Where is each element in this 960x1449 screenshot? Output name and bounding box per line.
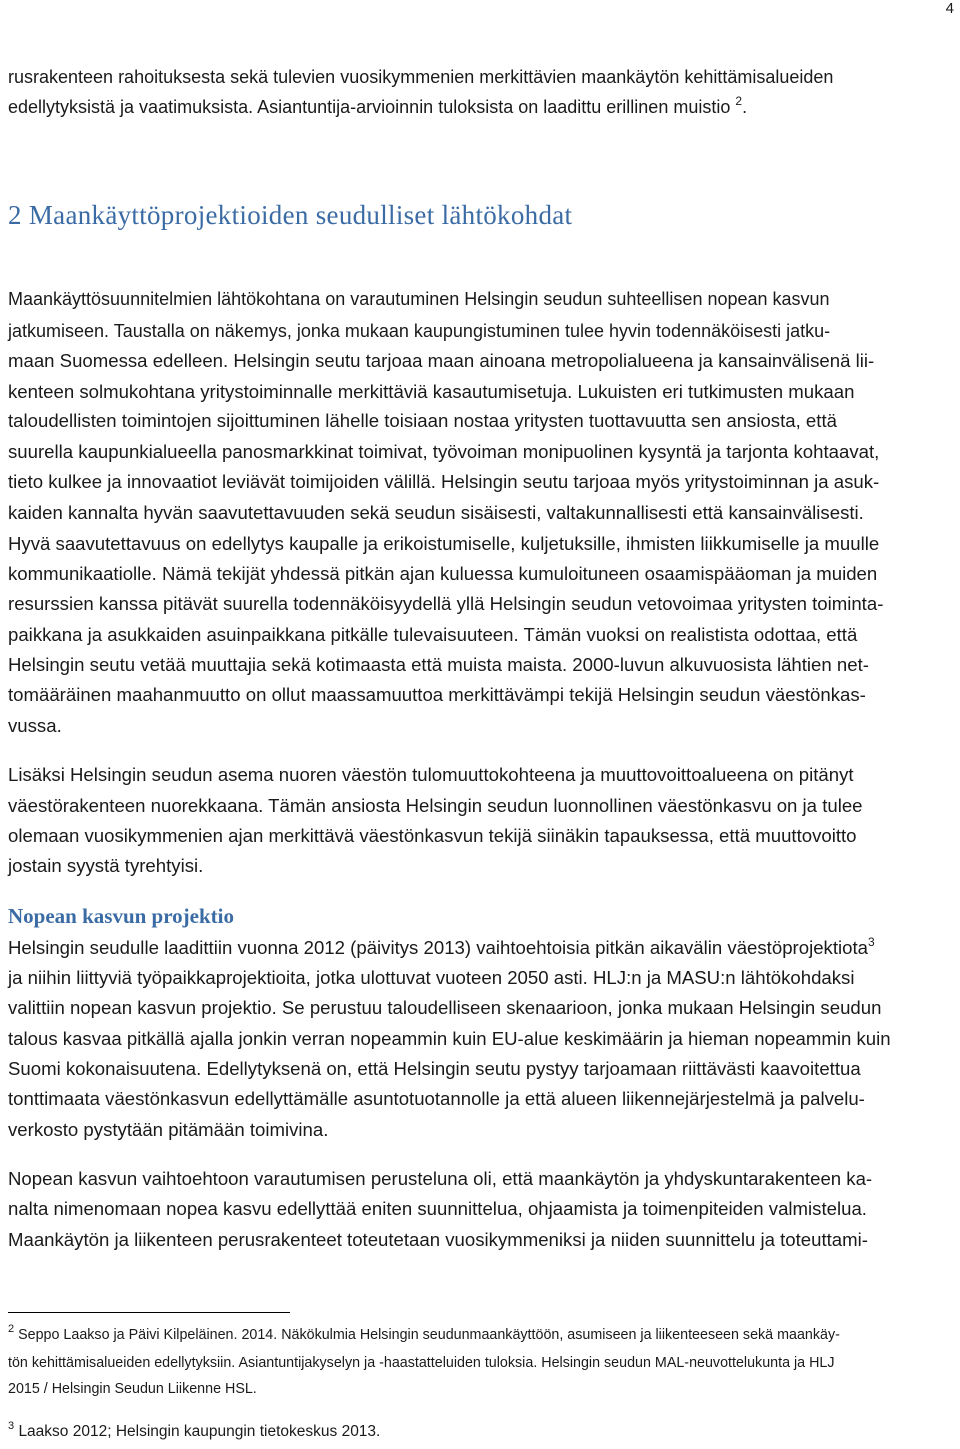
body-text-line: Suomi kokonaisuutena. Edellytyksenä on, että Helsingin seutu pystyy tarjoamaan riittävästi kaavoitettua [8,1058,861,1079]
body-text-line: Maankäyttösuunnitelmien lähtökohtana on varautuminen Helsingin seudun suhteellisen nopean kasvun [8,289,830,309]
body-text-line: Maankäytön ja liikenteen perusrakenteet toteutetaan vuosikymmeniksi ja niiden suunnittelu ja toteuttami- [8,1229,868,1250]
body-text-line: paikkana ja asukkaiden asuinpaikkana pitkälle tulevaisuuteen. Tämän vuoksi on realistista odottaa, että [8,624,858,645]
body-text-line: valittiin nopean kasvun projektio. Se perustuu taloudelliseen skenaarioon, jonka mukaan Helsingin seudun [8,997,882,1018]
footnote-number: 3 [8,1420,15,1432]
body-text-line: väestörakenteen nuorekkaana. Tämän ansiosta Helsingin seudun luonnollinen väestönkasvu on ja tulee [8,795,863,816]
body-text-line: talous kasvaa pitkällä ajalla jonkin verran nopeammin kuin EU-alue keskimäärin ja hieman nopeammin kuin [8,1028,891,1049]
body-text-line: verkosto pystytään pitämään toimivina. [8,1119,329,1140]
body-text-line: Helsingin seutu vetää muuttajia sekä kotimaasta että muista maista. 2000-luvun alkuvuosista lähtien net- [8,654,869,675]
footnote-line: $^3$ Laakso 2012; Helsingin kaupungin tietokeskus 2013. [8,1420,381,1440]
body-text-line: kenteen solmukohtana yritystoiminnalle merkittäviä kasautumisetuja. Lukuisten eri tutkimusten mukaan [8,381,855,402]
body-text-line: maan Suomessa edelleen. Helsingin seutu tarjoaa maan ainoana metropolialueena ja kansainvälisenä lii- [8,350,875,371]
body-text-line: nalta nimenomaan nopea kasvu edellyttää eniten suunnittelua, ohjaamista ja toimenpiteiden valmistelua. [8,1198,867,1219]
body-text-line: Nopean kasvun vaihtoehtoon varautumisen perusteluna oli, että maankäytön ja yhdyskuntarakenteen ka- [8,1168,873,1189]
page-number: 4 [945,0,954,17]
body-text-line: tieto kulkee ja innovaatiot leviävät toimijoiden välillä. Helsingin seutu tarjoaa myös yritystoiminnan ja asuk- [8,471,880,492]
body-text-line: suurella kaupunkialueella panosmarkkinat toimivat, työvoiman monipuolinen kysyntä ja tarjonta kohtaavat, [8,441,880,462]
body-text-line: kaiden kannalta hyvän saavutettavuuden sekä seudun sisäisesti, valtakunnallisesti että kansainvälisesti. [8,502,864,523]
body-text-line: kommunikaatiolle. Nämä tekijät yhdessä pitkän ajan kuluessa kumuloituneen osaamispääoman ja muiden [8,563,878,584]
footnote-line: $^2$ Seppo Laakso ja Päivi Kilpeläinen. 2014. Näkökulmia Helsingin seudunmaankäyttöön, asumiseen ja liikenteeseen sekä maankäy- [8,1323,840,1343]
section-heading: 2 Maankäyttöprojektioiden seudulliset lähtökohdat [8,200,573,230]
body-text-line: vussa. [8,715,62,736]
body-text-line: jatkumiseen. Taustalla on näkemys, jonka mukaan kaupungistuminen tulee hyvin todennäköisesti jatku- [8,321,831,341]
footnote-number: 2 [8,1323,15,1335]
body-text-line: rusrakenteen rahoituksesta sekä tulevien vuosikymmenien merkittävien maankäytön kehittämisalueiden [8,67,834,87]
body-text-line: edellytyksistä ja vaatimuksista. Asiantuntija-arvioinnin tuloksista on laadittu erillinen muistio $^2$. [8,94,748,117]
body-text-line: ja niihin liittyviä työpaikkaprojektioita, jotka ulottuvat vuoteen 2050 asti. HLJ:n ja MASU:n lähtökohdaksi [8,967,855,988]
footnote-line: tön kehittämisalueiden edellytyksiin. Asiantuntijakyselyn ja -haastatteluiden tuloksia. Helsingin seudun MAL-neuvottelukunta ja HLJ [8,1355,835,1371]
body-text-line: olemaan vuosikymmenien ajan merkittävä väestönkasvun tekijä siinäkin tapauksessa, että muuttovoitto [8,825,857,846]
body-text-line: resurssien kanssa pitävät suurella todennäköisyydellä yllä Helsingin seudun vetovoimaa yritysten toiminta- [8,593,884,614]
body-text-line: tomääräinen maahanmuutto on ollut maassamuuttoa merkittävämpi tekijä Helsingin seudun väestönkas- [8,684,866,705]
body-text-line: Lisäksi Helsingin seudun asema nuoren väestön tulomuuttokohteena ja muuttovoittoalueena on pitänyt [8,764,854,785]
body-text-line: jostain syystä tyrehtyisi. [8,855,204,876]
footnote-reference: 3 [867,935,875,949]
footnote-separator [8,1312,290,1313]
body-text-line: Helsingin seudulle laadittiin vuonna 2012 (päivitys 2013) vaihtoehtoisia pitkän aikavälin väestöprojektiota$^3$ [8,935,875,958]
body-text-line: taloudellisten toimintojen sijoittuminen lähelle toisiaan nostaa yritysten tuottavuutta sen ansiosta, että [8,410,837,431]
footnote-line: 2015 / Helsingin Seudun Liikenne HSL. [8,1381,257,1397]
footnote-reference: 2 [735,94,743,108]
subsection-heading: Nopean kasvun projektio [8,904,234,928]
body-text-line: Hyvä saavutettavuus on edellytys kaupalle ja erikoistumiselle, kuljetuksille, ihmisten liikkumiselle ja muulle [8,533,880,554]
body-text-line: tonttimaata väestönkasvun edellyttämälle asuntotuotannolle ja että alueen liikennejärjestelmä ja palvelu- [8,1088,865,1109]
